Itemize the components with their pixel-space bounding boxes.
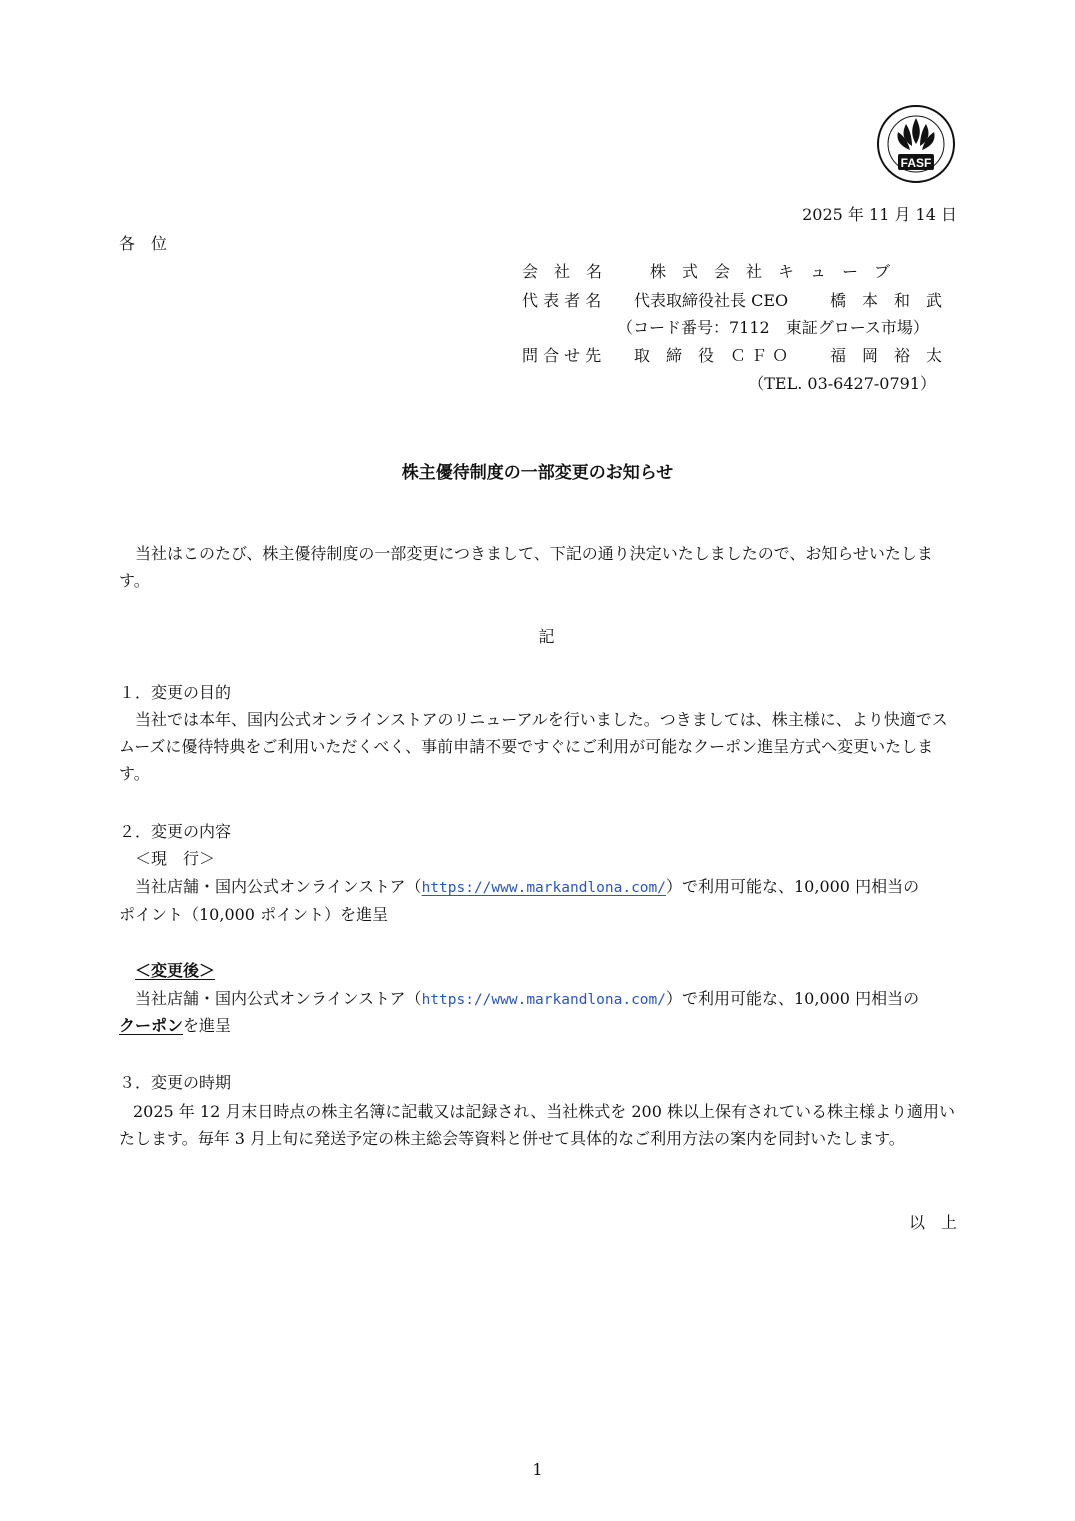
- current-pre: 当社店舗・国内公式オンラインストア（: [135, 877, 422, 896]
- addressee: 各 位: [119, 234, 168, 253]
- stock-code-line: （コード番号：7112 東証グロース市場）: [617, 318, 929, 337]
- company-name-value: 株 式 会 社 キ ュ ー ブ: [650, 262, 891, 281]
- current-post: ）で利用可能な、10,000 円相当の: [666, 877, 920, 896]
- contact-tel: （TEL. 03-6427-0791）: [748, 374, 936, 393]
- ki-marker: 記: [538, 627, 555, 646]
- contact-name: 福 岡 裕 太: [830, 346, 943, 365]
- after-post: ）で利用可能な、10,000 円相当の: [666, 989, 920, 1008]
- svg-text:FASF: FASF: [900, 156, 932, 170]
- closing-mark: 以 上: [908, 1213, 957, 1232]
- section1-body: 当社では本年、国内公式オンラインストアのリニューアルを行いました。つきましては、株主様に、より快適でスムーズに優待特典をご利用いただくべく、事前申請不要ですぐにご利用が可能なクーポン進呈方式へ変更いたします。: [119, 710, 948, 783]
- after-line1: [135, 989, 919, 1010]
- intro-paragraph: 当社はこのたび、株主優待制度の一部変更につきまして、下記の通り決定いたしましたので、お知らせいたします。: [119, 544, 933, 590]
- after-pre: 当社店舗・国内公式オンラインストア（: [135, 989, 422, 1008]
- section1-heading: １．変更の目的: [119, 683, 232, 702]
- store-url-link[interactable]: https://www.markandlona.com/: [421, 880, 666, 896]
- document-title: 株主優待制度の一部変更のお知らせ: [401, 463, 674, 483]
- store-url-link-2[interactable]: https://www.markandlona.com/: [421, 992, 666, 1008]
- company-name-label: 会 社 名: [522, 262, 603, 281]
- section3-heading: ３．変更の時期: [119, 1073, 232, 1092]
- representative-name: 橋 本 和 武: [830, 291, 943, 310]
- current-line2: ポイント（10,000 ポイント）を進呈: [119, 905, 389, 924]
- current-label: ＜現 行＞: [135, 849, 216, 868]
- after-line2: [119, 1016, 231, 1036]
- coupon-emphasis: クーポン: [119, 1016, 184, 1035]
- representative-title: 代表取締役社長 CEO: [634, 291, 789, 310]
- after-tail: を進呈: [183, 1016, 232, 1035]
- section3-body: 2025 年 12 月末日時点の株主名簿に記載又は記録され、当社株式を 200 株以上保有されている株主様より適用いたします。毎年 3 月上旬に発送予定の株主総会等資料と併せて具体的なご利用方法の案内を同封いたします。: [119, 1102, 956, 1148]
- representative-label: 代 表 者 名: [522, 291, 602, 310]
- after-label: ＜変更後＞: [135, 961, 216, 980]
- fasf-member-logo: [876, 104, 956, 184]
- contact-title: 取 締 役 Ｃ Ｆ Ｏ: [634, 346, 789, 365]
- current-line1: [135, 877, 919, 898]
- section2-heading: ２．変更の内容: [119, 822, 232, 841]
- page-number: 1: [532, 1460, 543, 1479]
- contact-label: 問 合 せ 先: [522, 346, 602, 365]
- issue-date: 2025 年 11 月 14 日: [802, 205, 957, 224]
